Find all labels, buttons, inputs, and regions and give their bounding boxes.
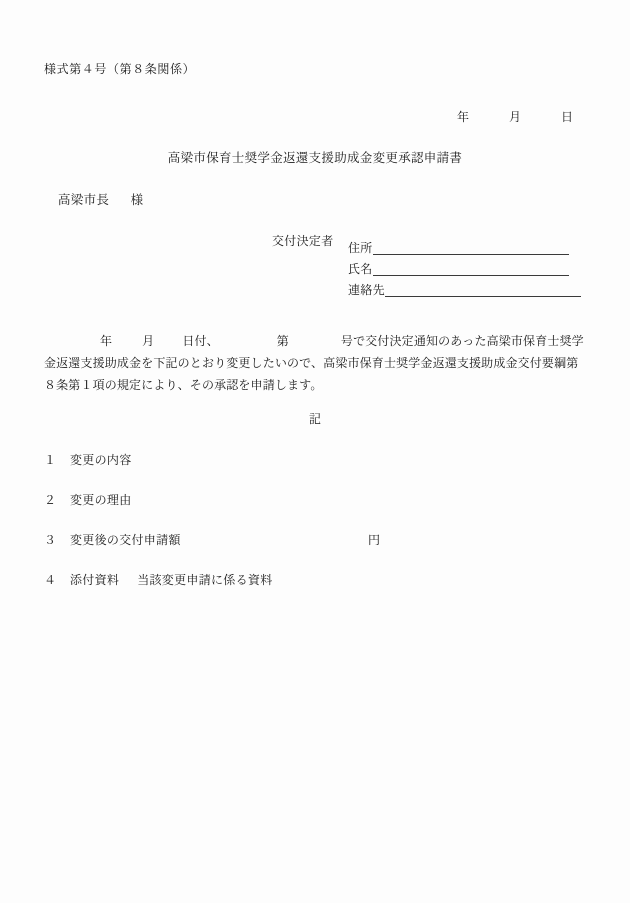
contact-label: 連絡先 — [348, 283, 385, 297]
name-label: 氏名 — [348, 262, 373, 276]
date-day-label: 日 — [560, 110, 573, 124]
item-1-label: 変更の内容 — [70, 453, 132, 467]
item-3-label: 変更後の交付申請額 — [70, 533, 181, 547]
item-3-number: ３ — [44, 533, 57, 547]
list-item-2 — [44, 494, 132, 506]
item-2-label: 変更の理由 — [70, 493, 132, 507]
item-2-number: ２ — [44, 493, 57, 507]
ki-marker: 記 — [308, 412, 321, 426]
addressee-recipient: 高梁市長 — [58, 193, 110, 207]
field-row-contact — [348, 276, 581, 297]
body-date-month: 月 — [142, 334, 155, 348]
item-4-number: ４ — [44, 573, 57, 587]
body-date-day: 日付、 — [182, 334, 219, 348]
date-line — [330, 111, 586, 123]
addressee — [58, 194, 143, 207]
item-4-label: 添付資料 — [70, 573, 120, 587]
list-item-3 — [44, 534, 181, 546]
applicant-fields — [348, 234, 581, 297]
applicant-block — [272, 234, 581, 297]
list-item-4 — [44, 574, 273, 586]
form-number: 様式第４号（第８条関係） — [44, 62, 196, 76]
date-month-label: 月 — [508, 110, 521, 124]
body-number-prefix: 第 — [276, 334, 289, 348]
addressee-honorific: 様 — [130, 193, 144, 207]
list-item-1 — [44, 454, 132, 466]
name-input-rule[interactable] — [373, 261, 569, 276]
item-3-unit-yen: 円 — [368, 533, 381, 547]
address-label: 住所 — [348, 241, 373, 255]
date-year-label: 年 — [456, 110, 469, 124]
field-row-name — [348, 255, 581, 276]
body-number-suffix: 号で交付決定通知のあった高梁市保育士奨 — [340, 334, 572, 348]
applicant-label: 交付決定者 — [272, 234, 334, 248]
body-line-2: 学金返還支援助成金を下記のとおり変更したいので、高梁市保育士奨学金返還支援助成金交 — [44, 334, 584, 370]
address-input-rule[interactable] — [373, 240, 569, 255]
item-1-number: １ — [44, 453, 57, 467]
document-title: 高梁市保育士奨学金返還支援助成金変更承認申請書 — [167, 151, 463, 165]
item-4-detail: 当該変更申請に係る資料 — [137, 573, 273, 587]
contact-input-rule[interactable] — [385, 282, 581, 297]
body-paragraph — [44, 330, 590, 396]
body-date-year: 年 — [100, 334, 113, 348]
body-line-3: 付要綱第８条第１項の規定により、その承認を申請します。 — [44, 356, 579, 392]
field-row-address — [348, 234, 581, 255]
